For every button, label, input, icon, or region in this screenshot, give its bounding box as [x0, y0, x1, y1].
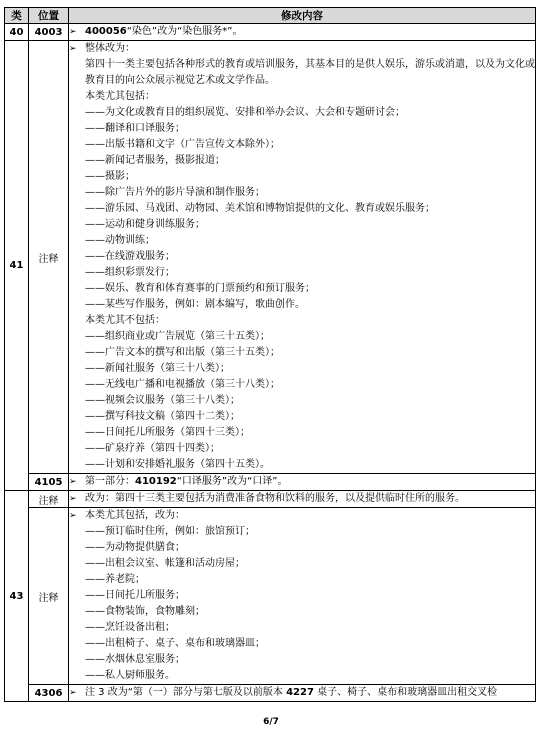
position-cell: 4003 — [29, 24, 69, 41]
list-item: ——烹饪设备出租； — [85, 622, 175, 633]
position-cell: 注释 — [29, 508, 69, 685]
list-item: ——出租会议室、帐篷和活动房屋； — [85, 558, 245, 569]
table-row — [5, 474, 536, 491]
page-number: 6/7 — [263, 717, 279, 727]
content-text: 第一部分： — [85, 476, 135, 487]
list-item: ——日间托儿所服务； — [85, 590, 185, 601]
content-cell — [69, 41, 536, 474]
list-item: ——组织彩票发行； — [85, 267, 175, 278]
content-text: 改为：第四十三类主要包括为消费准备食物和饮料的服务，以及提供临时住所的服务。 — [85, 493, 465, 504]
list-item: ——水烟休息室服务； — [85, 654, 185, 665]
table-row — [5, 41, 536, 474]
bullet-icon: ➢ — [69, 477, 77, 487]
list-item: ——娱乐、教育和体育赛事的门票预约和预订服务； — [85, 283, 315, 294]
item-code: 410192 — [135, 476, 177, 487]
includes-title: 本类尤其包括，改为： — [85, 510, 185, 521]
list-item: ——预订临时住所，例如：旅馆预订； — [85, 526, 255, 537]
table-row — [5, 491, 536, 508]
content-cell — [69, 491, 536, 508]
list-item: ——游乐园、马戏团、动物园、美术馆和博物馆提供的文化、教育或娱乐服务； — [85, 203, 435, 214]
list-item: ——摄影； — [85, 171, 135, 182]
bullet-icon: ➢ — [69, 688, 77, 698]
header-content: 修改内容 — [69, 8, 536, 24]
list-item: ——撰写科技文稿（第四十二类）； — [85, 411, 240, 422]
item-code: 400056 — [85, 26, 127, 37]
class-number: 40 — [5, 24, 29, 41]
excludes-title: 本类尤其不包括： — [85, 315, 165, 326]
bullet-icon: ➢ — [69, 27, 77, 37]
position-cell: 4105 — [29, 474, 69, 491]
class-number: 43 — [5, 491, 29, 702]
content-cell — [69, 24, 536, 41]
content-text: “口译服务”改为“口译”。 — [176, 476, 288, 487]
class-description: 第四十一类主要包括各种形式的教育或培训服务，其基本目的是供人娱乐，游乐或消遣，以及为文化或教育目的向公众展示视觉艺术或文学作品。 — [85, 59, 535, 86]
content-text: 注 3 改为“第（一）部分与第七版及以前版本 — [85, 687, 283, 698]
position-cell: 4306 — [29, 685, 69, 702]
list-item: ——计划和安排婚礼服务（第四十五类）。 — [85, 459, 270, 470]
list-item: ——为文化或教育目的组织展览、安排和举办会议、大会和专题研讨会； — [85, 107, 405, 118]
content-text: “染色”改为“染色服务*”。 — [126, 26, 243, 37]
header-class: 类 — [5, 8, 29, 24]
table-header-row — [5, 8, 536, 24]
position-cell: 注释 — [29, 41, 69, 474]
bullet-icon: ➢ — [69, 44, 77, 54]
list-item: ——运动和健身训练服务； — [85, 219, 205, 230]
list-item: ——食物装饰，食物雕刻； — [85, 606, 205, 617]
content-cell — [69, 474, 536, 491]
content-text: 桌子、椅子、桌布和玻璃器皿出租交叉检 — [317, 687, 498, 698]
list-item: ——养老院； — [85, 574, 145, 585]
list-item: ——无线电广播和电视播放（第三十八类）； — [85, 379, 280, 390]
item-code: 4227 — [286, 687, 314, 698]
list-item: ——广告文本的撰写和出版（第三十五类）； — [85, 347, 280, 358]
class-number: 41 — [5, 41, 29, 491]
amendment-table — [4, 7, 536, 702]
list-item: ——新闻记者服务，摄影报道； — [85, 155, 225, 166]
list-item: ——矿泉疗养（第四十四类）； — [85, 443, 220, 454]
list-item: ——新闻社服务（第三十八类）； — [85, 363, 230, 374]
list-item: ——除广告片外的影片导演和制作服务； — [85, 187, 265, 198]
list-item: ——组织商业或广告展览（第三十五类）； — [85, 331, 270, 342]
list-item: ——出版书籍和文字（广告宣传文本除外）； — [85, 139, 280, 150]
list-item: ——为动物提供膳食； — [85, 542, 185, 553]
content-text: 整体改为： — [85, 43, 135, 54]
bullet-icon: ➢ — [69, 494, 77, 504]
list-item: ——动物训练； — [85, 235, 155, 246]
list-item: ——私人厨师服务。 — [85, 670, 175, 681]
includes-title: 本类尤其包括： — [85, 91, 155, 102]
includes-list — [69, 105, 535, 313]
list-item: ——在线游戏服务； — [85, 251, 175, 262]
excludes-list — [69, 329, 535, 473]
content-cell — [69, 685, 536, 702]
bullet-icon: ➢ — [69, 511, 77, 521]
list-item: ——出租椅子、桌子、桌布和玻璃器皿； — [85, 638, 265, 649]
list-item: ——某些写作服务，例如：剧本编写，歌曲创作。 — [85, 299, 305, 310]
table-row — [5, 508, 536, 685]
position-cell: 注释 — [29, 491, 69, 508]
list-item: ——翻译和口译服务； — [85, 123, 185, 134]
content-cell — [69, 508, 536, 685]
table-row — [5, 685, 536, 702]
table-row — [5, 24, 536, 41]
list-item: ——视频会议服务（第三十八类）； — [85, 395, 240, 406]
header-position: 位置 — [29, 8, 69, 24]
list-item: ——日间托儿所服务（第四十三类）； — [85, 427, 250, 438]
includes-list — [69, 524, 535, 684]
